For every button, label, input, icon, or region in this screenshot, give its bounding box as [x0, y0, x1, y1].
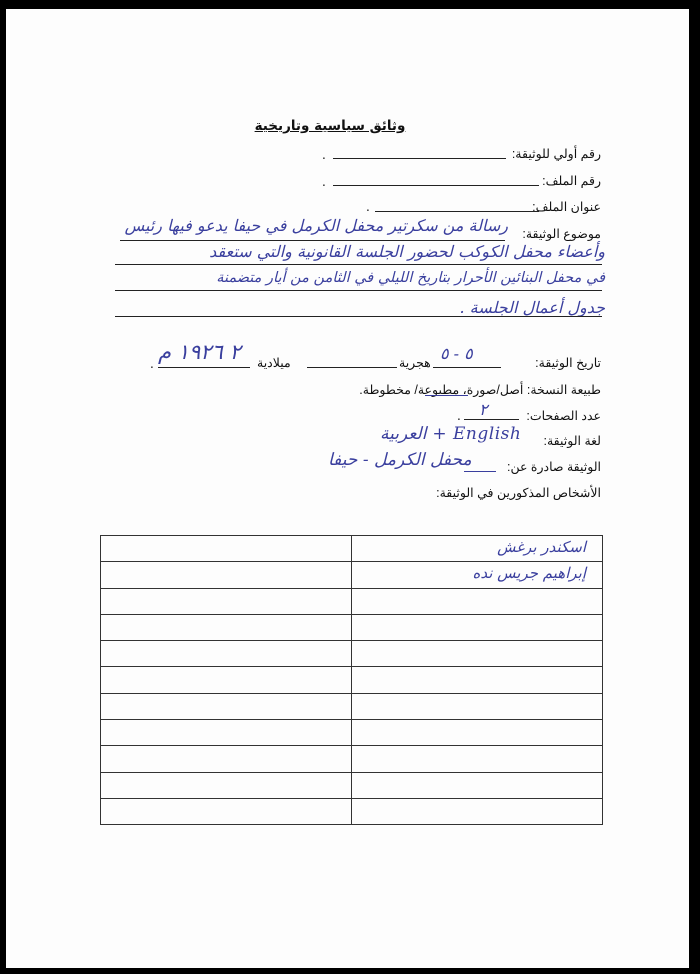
pages-value: ٢	[479, 400, 488, 419]
date-hijri-line	[433, 367, 501, 368]
subject-label: موضوع الوثيقة:	[522, 227, 601, 241]
person-name: اسكندر برغش	[497, 538, 586, 556]
subject-line-1: رسالة من سكرتير محفل الكرمل في حيفا يدعو فيها رئيس	[124, 216, 508, 235]
copy-type-mark	[425, 395, 468, 396]
ref-number-line	[333, 158, 506, 159]
pages-line	[464, 419, 519, 420]
file-number-line	[333, 185, 539, 186]
file-number-label: رقم الملف:	[542, 174, 601, 188]
table-cell-right	[352, 641, 603, 667]
table-row	[101, 772, 603, 798]
date-miladi-line	[307, 367, 397, 368]
persons-label: الأشخاص المذكورين في الوثيقة:	[436, 486, 601, 500]
table-cell-right	[352, 720, 603, 746]
table-cell-left	[101, 588, 352, 614]
date-miladi-value: ٢ ١٩٢٦ م	[158, 340, 241, 364]
table-row	[101, 562, 603, 588]
copy-type-label: طبيعة النسخة: أصل/صورة، مطبوعة/ مخطوطة.	[359, 383, 601, 397]
issuer-label: الوثيقة صادرة عن:	[507, 460, 601, 474]
table-row	[101, 536, 603, 562]
subject-underline-1	[120, 240, 505, 241]
table-cell-right	[352, 798, 603, 824]
subject-underline-3	[115, 290, 602, 291]
table-cell-left	[101, 746, 352, 772]
table-cell-left	[101, 562, 352, 588]
document-title: وثائق سياسية وتاريخية	[254, 118, 406, 134]
table-cell-right	[352, 772, 603, 798]
date-dot: .	[150, 357, 154, 371]
table-row	[101, 614, 603, 640]
language-value: English + العربية	[380, 424, 522, 444]
subject-underline-2	[115, 264, 602, 265]
table-cell-left	[101, 720, 352, 746]
hijri-label: هجرية	[399, 356, 431, 370]
table-cell-right	[352, 667, 603, 693]
table-cell-left	[101, 536, 352, 562]
subject-line-3: في محفل البنائين الأحرار بتاريخ الليلي في الثامن من أيار متضمنة	[216, 270, 605, 286]
table-cell-left	[101, 641, 352, 667]
issuer-value: محفل الكرمل - حيفا	[328, 450, 472, 470]
table-cell-left	[101, 798, 352, 824]
subject-line-4: جدول أعمال الجلسة .	[459, 298, 605, 317]
table-row	[101, 588, 603, 614]
file-title-line	[375, 211, 539, 212]
table-cell-left	[101, 772, 352, 798]
table-row	[101, 641, 603, 667]
table-cell-right	[352, 588, 603, 614]
table-cell-right	[352, 746, 603, 772]
table-cell-right	[352, 562, 603, 588]
pages-label: عدد الصفحات:	[526, 409, 601, 423]
table-row	[101, 798, 603, 824]
table-row	[101, 693, 603, 719]
file-title-dot: .	[366, 200, 370, 214]
table-cell-right	[352, 536, 603, 562]
table-row	[101, 746, 603, 772]
subject-underline-4	[115, 316, 602, 317]
table-cell-right	[352, 693, 603, 719]
date-miladi-underline	[158, 367, 250, 368]
issuer-line	[464, 471, 496, 472]
persons-table	[100, 535, 603, 825]
date-hijri-value: ٥ - ٥	[440, 344, 473, 363]
subject-line-2: وأعضاء محفل الكوكب لحضور الجلسة القانونية والتي ستعقد	[209, 242, 605, 261]
file-title-label: عنوان الملف:	[532, 200, 601, 214]
table-cell-left	[101, 614, 352, 640]
ref-number-label: رقم أولي للوثيقة:	[511, 147, 601, 161]
person-name: إبراهيم جريس نده	[472, 564, 586, 583]
table-row	[101, 720, 603, 746]
language-label: لغة الوثيقة:	[543, 434, 601, 448]
miladi-label: ميلادية	[257, 356, 291, 370]
table-cell-left	[101, 667, 352, 693]
date-label: تاريخ الوثيقة:	[535, 356, 601, 370]
ref-number-dot: .	[322, 148, 326, 162]
table-cell-right	[352, 614, 603, 640]
table-row	[101, 667, 603, 693]
pages-dot: .	[457, 409, 461, 423]
table-cell-left	[101, 693, 352, 719]
file-number-dot: .	[322, 175, 326, 189]
